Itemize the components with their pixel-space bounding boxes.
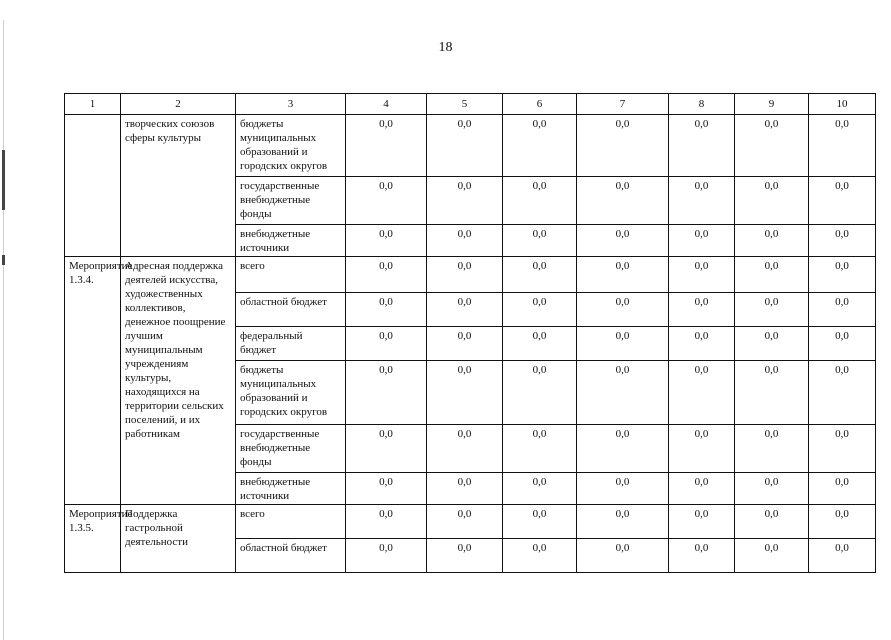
value-cell: 0,0 [427, 505, 503, 539]
column-header: 6 [503, 94, 577, 115]
value-cell: 0,0 [346, 115, 427, 177]
value-cell: 0,0 [346, 293, 427, 327]
measure-description-cell: Поддержка гастрольной деятельности [121, 505, 236, 573]
scan-edge-mark [2, 150, 5, 210]
value-cell: 0,0 [669, 293, 735, 327]
value-cell: 0,0 [427, 115, 503, 177]
value-cell: 0,0 [427, 473, 503, 505]
value-cell: 0,0 [669, 115, 735, 177]
funding-source-cell: внебюджетные источники [236, 473, 346, 505]
value-cell: 0,0 [809, 177, 876, 225]
value-cell: 0,0 [503, 425, 577, 473]
value-cell: 0,0 [577, 361, 669, 425]
value-cell: 0,0 [735, 225, 809, 257]
page-edge-line [3, 20, 4, 640]
value-cell: 0,0 [346, 425, 427, 473]
measure-description-cell: творческих союзов сферы культуры [121, 115, 236, 257]
value-cell: 0,0 [669, 225, 735, 257]
value-cell: 0,0 [809, 225, 876, 257]
value-cell: 0,0 [809, 361, 876, 425]
value-cell: 0,0 [577, 177, 669, 225]
value-cell: 0,0 [427, 257, 503, 293]
value-cell: 0,0 [577, 293, 669, 327]
value-cell: 0,0 [669, 505, 735, 539]
funding-source-cell: областной бюджет [236, 539, 346, 573]
value-cell: 0,0 [735, 473, 809, 505]
page-number: 18 [438, 40, 453, 55]
value-cell: 0,0 [503, 361, 577, 425]
value-cell: 0,0 [346, 327, 427, 361]
funding-source-cell: государственные внебюджетные фонды [236, 177, 346, 225]
measure-description-cell: Адресная поддержка деятелей искусства, художественных коллективов, денежное поощрение лучшим муниципальным учреждениям культуры, находящихся на территории сельских поселений, и их работникам [121, 257, 236, 505]
measure-code-cell: Мероприятие 1.3.5. [65, 505, 121, 573]
column-header: 8 [669, 94, 735, 115]
measure-code-cell: Мероприятие 1.3.4. [65, 257, 121, 505]
value-cell: 0,0 [735, 177, 809, 225]
value-cell: 0,0 [503, 473, 577, 505]
value-cell: 0,0 [503, 539, 577, 573]
value-cell: 0,0 [503, 327, 577, 361]
value-cell: 0,0 [427, 539, 503, 573]
value-cell: 0,0 [669, 473, 735, 505]
value-cell: 0,0 [577, 425, 669, 473]
value-cell: 0,0 [809, 473, 876, 505]
value-cell: 0,0 [735, 327, 809, 361]
column-header: 10 [809, 94, 876, 115]
value-cell: 0,0 [577, 257, 669, 293]
value-cell: 0,0 [809, 539, 876, 573]
value-cell: 0,0 [669, 327, 735, 361]
value-cell: 0,0 [346, 225, 427, 257]
value-cell: 0,0 [346, 177, 427, 225]
value-cell: 0,0 [427, 293, 503, 327]
value-cell: 0,0 [809, 505, 876, 539]
column-header: 2 [121, 94, 236, 115]
value-cell: 0,0 [809, 115, 876, 177]
value-cell: 0,0 [577, 115, 669, 177]
value-cell: 0,0 [577, 539, 669, 573]
measure-code-cell [65, 115, 121, 257]
value-cell: 0,0 [669, 361, 735, 425]
funding-source-cell: всего [236, 505, 346, 539]
value-cell: 0,0 [735, 539, 809, 573]
value-cell: 0,0 [346, 505, 427, 539]
column-header: 5 [427, 94, 503, 115]
column-header: 3 [236, 94, 346, 115]
value-cell: 0,0 [346, 361, 427, 425]
funding-source-cell: государственные внебюджетные фонды [236, 425, 346, 473]
value-cell: 0,0 [577, 505, 669, 539]
budget-table [64, 93, 876, 573]
value-cell: 0,0 [503, 293, 577, 327]
table-row [65, 505, 876, 539]
value-cell: 0,0 [577, 327, 669, 361]
value-cell: 0,0 [669, 425, 735, 473]
value-cell: 0,0 [809, 327, 876, 361]
funding-source-cell: федеральный бюджет [236, 327, 346, 361]
value-cell: 0,0 [669, 539, 735, 573]
value-cell: 0,0 [577, 473, 669, 505]
value-cell: 0,0 [346, 473, 427, 505]
value-cell: 0,0 [669, 257, 735, 293]
column-header: 4 [346, 94, 427, 115]
funding-source-cell: областной бюджет [236, 293, 346, 327]
value-cell: 0,0 [503, 257, 577, 293]
value-cell: 0,0 [427, 425, 503, 473]
header-row [65, 94, 876, 115]
column-header: 7 [577, 94, 669, 115]
value-cell: 0,0 [427, 225, 503, 257]
funding-source-cell: бюджеты муниципальных образований и городских округов [236, 115, 346, 177]
table-row [65, 257, 876, 293]
value-cell: 0,0 [735, 293, 809, 327]
value-cell: 0,0 [809, 293, 876, 327]
value-cell: 0,0 [735, 115, 809, 177]
column-header: 1 [65, 94, 121, 115]
value-cell: 0,0 [346, 539, 427, 573]
value-cell: 0,0 [503, 177, 577, 225]
funding-source-cell: всего [236, 257, 346, 293]
table-row [65, 115, 876, 177]
value-cell: 0,0 [503, 505, 577, 539]
value-cell: 0,0 [427, 327, 503, 361]
value-cell: 0,0 [577, 225, 669, 257]
value-cell: 0,0 [735, 505, 809, 539]
value-cell: 0,0 [427, 361, 503, 425]
value-cell: 0,0 [735, 425, 809, 473]
value-cell: 0,0 [809, 425, 876, 473]
value-cell: 0,0 [503, 225, 577, 257]
value-cell: 0,0 [346, 257, 427, 293]
column-header: 9 [735, 94, 809, 115]
funding-source-cell: бюджеты муниципальных образований и городских округов [236, 361, 346, 425]
value-cell: 0,0 [669, 177, 735, 225]
value-cell: 0,0 [427, 177, 503, 225]
value-cell: 0,0 [809, 257, 876, 293]
value-cell: 0,0 [503, 115, 577, 177]
value-cell: 0,0 [735, 361, 809, 425]
value-cell: 0,0 [735, 257, 809, 293]
scan-edge-mark [2, 255, 5, 265]
funding-source-cell: внебюджетные источники [236, 225, 346, 257]
